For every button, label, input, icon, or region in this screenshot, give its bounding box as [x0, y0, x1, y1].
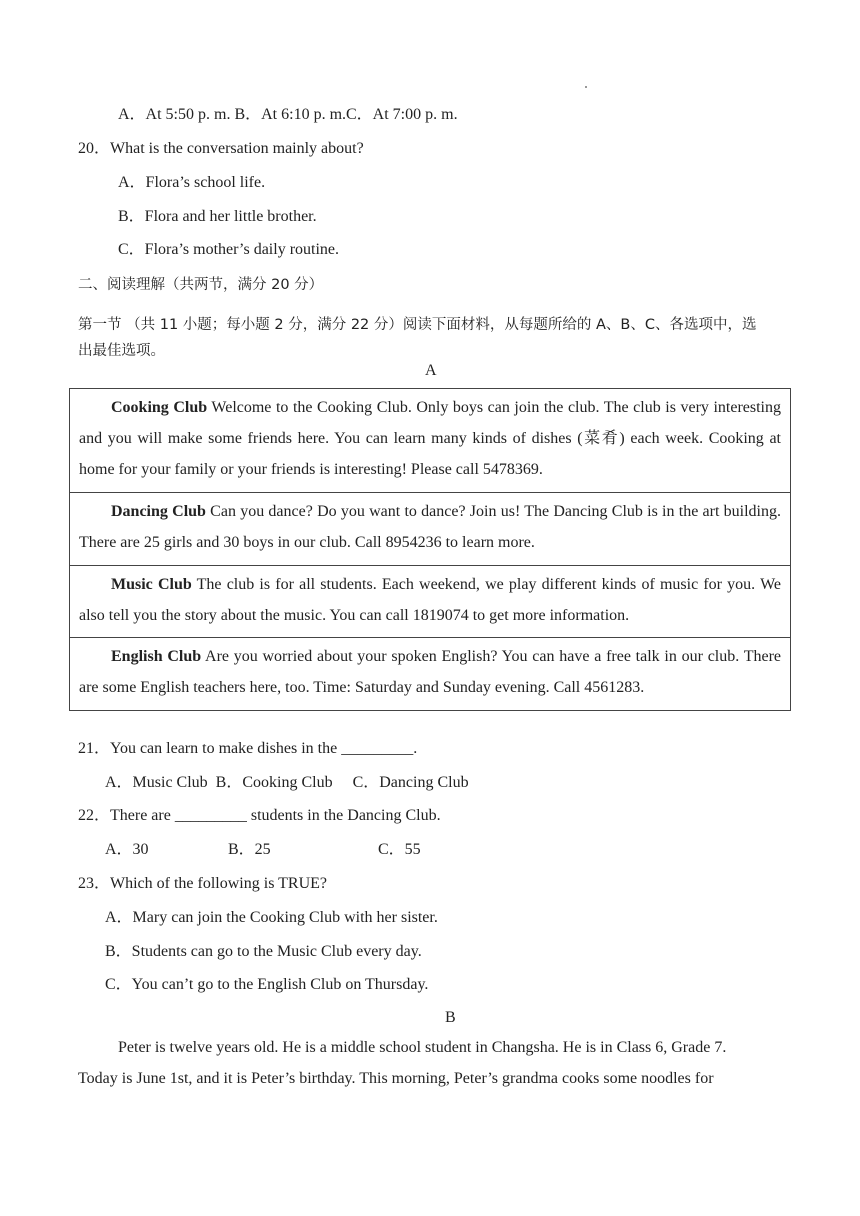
- club-cell-music: [70, 566, 790, 638]
- passage-b-line2: Today is June 1st, and it is Peter’s birthday. This morning, Peter’s grandma cooks some noodles for: [78, 1070, 714, 1087]
- q20-stem: 20．What is the conversation mainly about?: [78, 140, 364, 157]
- passage-b-label: B: [445, 1009, 456, 1026]
- q22-stem: 22．There are _________ students in the Dancing Club.: [78, 807, 441, 824]
- q23-stem: 23．Which of the following is TRUE?: [78, 875, 328, 892]
- q23-option-a: A．Mary can join the Cooking Club with her sister.: [105, 909, 438, 926]
- club-description: Welcome to the Cooking Club. Only boys can join the club. The club is very interesting and you will make some friends here. You can learn many kinds of dishes (菜肴) each week. Cooking at home for your family or your friends is interesting! Please call 5478369.: [79, 399, 782, 478]
- stray-mark: [585, 86, 587, 88]
- clubs-table: [69, 388, 791, 711]
- club-description: Can you dance? Do you want to dance? Join us! The Dancing Club is in the art building. There are 25 girls and 30 boys in our club. Call 8954236 to learn more.: [79, 503, 781, 551]
- q22-option-c: C．55: [378, 841, 421, 858]
- club-name: English Club: [111, 648, 202, 665]
- club-name: Cooking Club: [111, 399, 208, 416]
- club-description: The club is for all students. Each weekend, we play different kinds of music for you. We also tell you the story about the music. You can call 1819074 to get more information.: [79, 576, 781, 624]
- q20-option-a: A．Flora’s school life.: [118, 174, 266, 191]
- q23-option-b: B．Students can go to the Music Club every day.: [105, 943, 422, 960]
- club-cell-cooking: [70, 389, 790, 493]
- part1-instruction-line2: 出最佳选项。: [78, 343, 165, 359]
- q21-options: A．Music Club B．Cooking Club C．Dancing Club: [105, 774, 469, 791]
- q21-stem: 21．You can learn to make dishes in the _________.: [78, 740, 418, 757]
- passage-b-line1: Peter is twelve years old. He is a middle school student in Changsha. He is in Class 6, Grade 7.: [118, 1039, 727, 1056]
- section2-title: 二、阅读理解（共两节，满分 20 分）: [78, 277, 324, 293]
- part1-instruction-line1: 第一节 （共 11 小题；每小题 2 分，满分 22 分）阅读下面材料，从每题所给的 A、B、C、各选项中，选: [78, 317, 757, 333]
- q22-option-a: A．30: [105, 841, 149, 858]
- passage-a-label: A: [425, 362, 437, 379]
- q19-options: A．At 5:50 p. m. B．At 6:10 p. m.C．At 7:00 p. m.: [118, 106, 458, 123]
- q20-option-b: B．Flora and her little brother.: [118, 208, 317, 225]
- club-name: Dancing Club: [111, 503, 206, 520]
- q20-option-c: C．Flora’s mother’s daily routine.: [118, 241, 340, 258]
- q22-option-b: B．25: [228, 841, 271, 858]
- club-name: Music Club: [111, 576, 192, 593]
- club-cell-dancing: [70, 493, 790, 566]
- club-description: Are you worried about your spoken English? You can have a free talk in our club. There are some English teachers here, too. Time: Saturday and Sunday evening. Call 4561283.: [79, 648, 781, 696]
- club-cell-english: [70, 638, 790, 709]
- q23-option-c: C．You can’t go to the English Club on Thursday.: [105, 976, 429, 993]
